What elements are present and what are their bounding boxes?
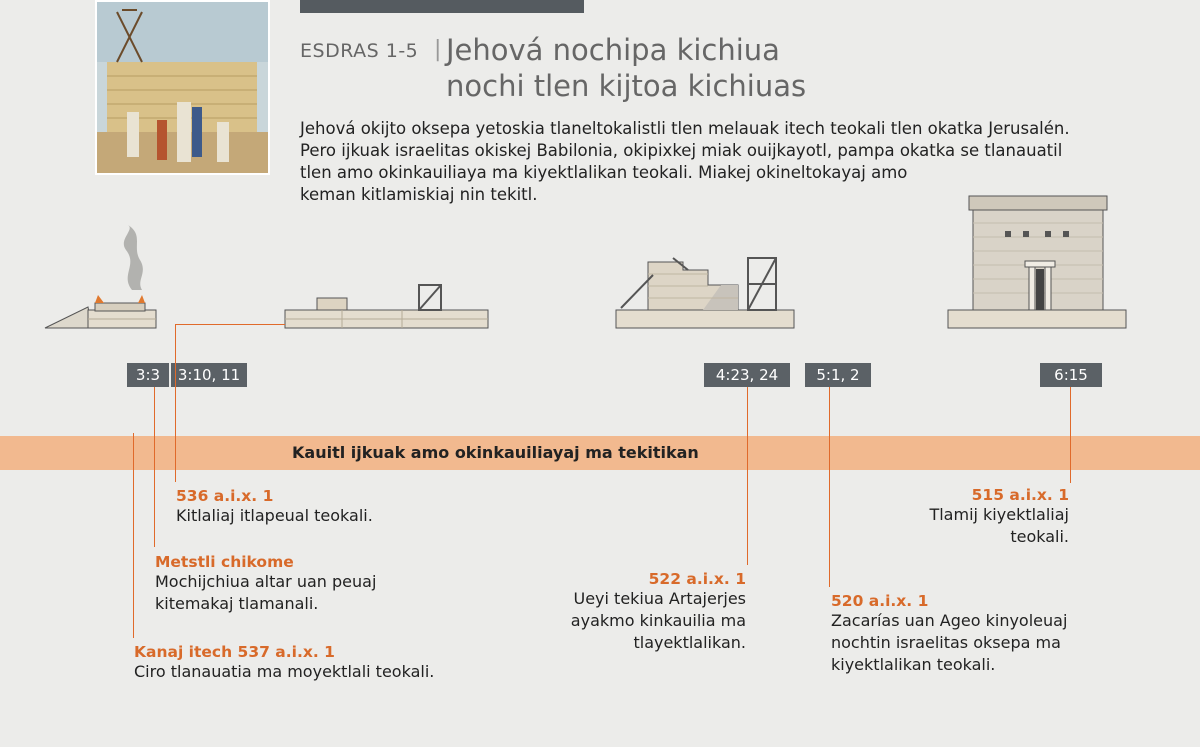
event-description: ayakmo kinkauilia ma: [570, 611, 746, 630]
event-date: 515 a.i.x. 1: [971, 486, 1069, 504]
page-title: [446, 32, 806, 104]
event-date: 520 a.i.x. 1: [831, 592, 929, 610]
construction-illustration: [95, 0, 270, 175]
title-line-2: nochi tlen kijtoa kichiuas: [446, 69, 807, 103]
event-seventh-month: [155, 553, 376, 615]
event-515: [880, 486, 1069, 548]
reference-tag: 6:15: [1040, 363, 1102, 387]
title-separator: |: [434, 37, 442, 62]
event-description: kiyektlalikan teokali.: [831, 655, 996, 674]
reference-tag: 3:3: [127, 363, 169, 387]
top-bar: [300, 0, 584, 13]
event-522: [540, 570, 746, 654]
reference-tag: 5:1, 2: [805, 363, 871, 387]
event-description: tlayektlalikan.: [633, 633, 746, 652]
event-description: Ueyi tekiua Artajerjes: [573, 589, 746, 608]
event-description: Mochijchiua altar uan peuaj: [155, 572, 377, 591]
event-description: Kitlaliaj itlapeual teokali.: [176, 506, 373, 525]
event-description: Ciro tlanauatia ma moyektlali teokali.: [134, 662, 435, 681]
event-date: 536 a.i.x. 1: [176, 487, 274, 505]
partial-walls-illustration: [613, 240, 798, 332]
intro-line-1: Jehová okijto oksepa yetoskia tlaneltokalistli tlen melauak itech teokali tlen okatka Jerusalén.: [300, 119, 1070, 138]
event-description: Tlamij kiyektlaliaj: [929, 505, 1069, 524]
event-description: nochtin israelitas oksepa ma: [831, 633, 1061, 652]
event-date: Kanaj itech 537 a.i.x. 1: [134, 643, 335, 661]
event-520: [831, 592, 1067, 676]
scripture-reference: ESDRAS 1-5: [300, 40, 419, 62]
connector-line: [133, 433, 134, 638]
title-line-1: Jehová nochipa kichiua: [446, 33, 780, 67]
event-date: Metstli chikome: [155, 553, 294, 571]
foundation-illustration: [282, 280, 492, 332]
intro-line-2: Pero ijkuak israelitas okiskej Babilonia, okipixkej miak ouijkayotl, pampa okatka se tlanauatil: [300, 141, 1063, 160]
intro-line-3: tlen amo okinkauiliaya ma kiyektlalikan teokali. Miakej okineltokayaj amo: [300, 163, 908, 182]
event-description: teokali.: [1010, 527, 1069, 546]
connector-line: [747, 387, 748, 565]
connector-line: [154, 387, 155, 547]
connector-line: [1070, 387, 1071, 483]
intro-line-4: keman kitlamiskiaj nin tekitl.: [300, 185, 538, 204]
band-label: Kauitl ijkuak amo okinkauiliayaj ma tekitikan: [292, 443, 699, 462]
reference-tag: 3:10, 11: [171, 363, 247, 387]
event-description: kitemakaj tlamanali.: [155, 594, 319, 613]
connector-line: [829, 387, 830, 587]
event-537: [134, 643, 434, 683]
connector-line: [175, 324, 285, 325]
event-536: [176, 487, 373, 527]
reference-tag: 4:23, 24: [704, 363, 790, 387]
connector-line: [175, 324, 176, 482]
altar-illustration: [40, 225, 165, 335]
event-description: Zacarías uan Ageo kinyoleuaj: [831, 611, 1068, 630]
finished-temple-illustration: [945, 193, 1130, 333]
event-date: 522 a.i.x. 1: [648, 570, 746, 588]
